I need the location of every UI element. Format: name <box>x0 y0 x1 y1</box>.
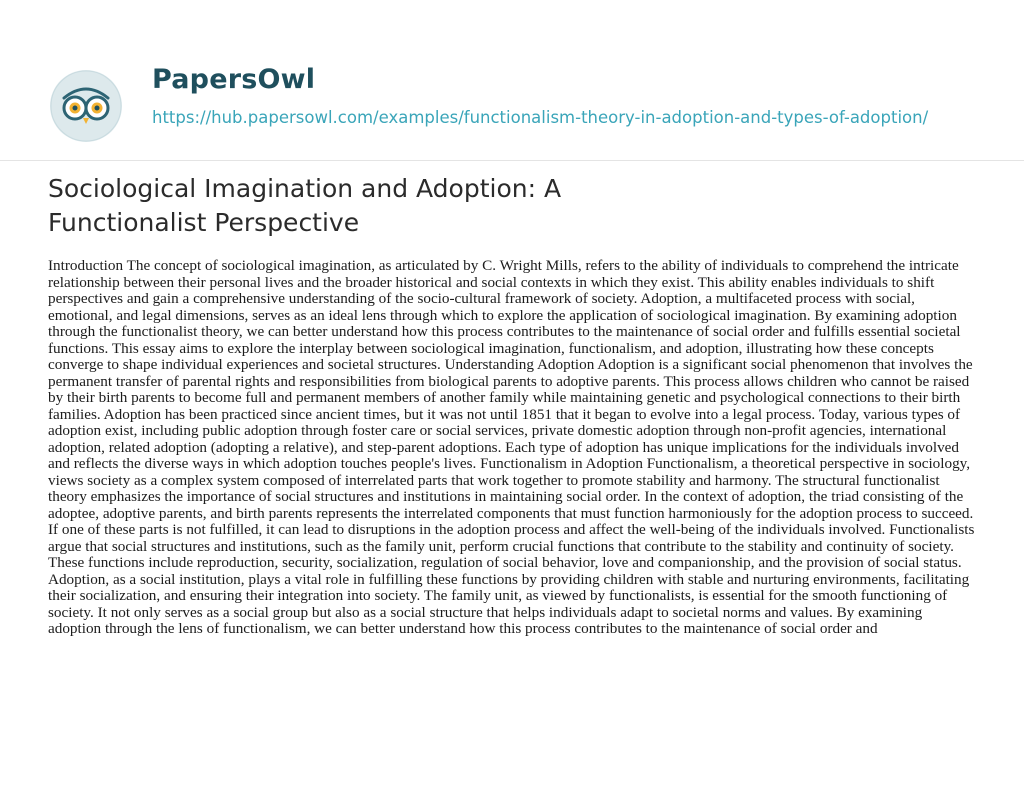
owl-logo-icon <box>48 68 124 144</box>
site-header <box>48 58 988 138</box>
header-divider <box>0 160 1024 161</box>
document-body: Introduction The concept of sociological imagination, as articulated by C. Wright Mills, refers to the ability of individuals to comprehend the intricate relationship between their personal lives and the broader historical and social contexts in which they exist. This ability enables individuals to shift perspectives and gain a comprehensive understanding of the socio-cultural framework of society. Adoption, a multifaceted process with social, emotional, and legal dimensions, serves as an ideal lens through which to explore the application of sociological imagination. By examining adoption through the functionalist theory, we can better understand how this process contributes to the maintenance of social order and fulfills essential societal functions. This essay aims to explore the interplay between sociological imagination, functionalism, and adoption, illustrating how these concepts converge to shape individual experiences and societal structures. Understanding Adoption Adoption is a significant social phenomenon that involves the permanent transfer of parental rights and responsibilities from biological parents to adoptive parents. This process allows children who cannot be raised by their birth parents to become full and permanent members of another family while maintaining genetic and psychological connections to their birth families. Adoption has been practiced since ancient times, but it was not until 1851 that it began to evolve into a legal process. Today, various types of adoption exist, including public adoption through foster care or social services, private domestic adoption through non-profit agencies, international adoption, related adoption (adopting a relative), and step-parent adoptions. Each type of adoption has unique implications for the individuals involved and reflects the diverse ways in which adoption touches people's lives. Functionalism in Adoption Functionalism, a theoretical perspective in sociology, views society as a complex system composed of interrelated parts that work together to promote stability and harmony. The structural functionalist theory emphasizes the importance of social structures and institutions in maintaining social order. In the context of adoption, the triad consisting of the adoptee, adoptive parents, and birth parents represents the interrelated components that must function harmoniously for the adoption process to succeed. If one of these parts is not fulfilled, it can lead to disruptions in the adoption process and affect the well-being of the individuals involved. Functionalists argue that social structures and institutions, such as the family unit, perform crucial functions that contribute to the stability and continuity of society. These functions include reproduction, security, socialization, regulation of social behavior, love and companionship, and the provision of social status. Adoption, as a social institution, plays a vital role in fulfilling these functions by providing children with stable and nurturing environments, facilitating their socialization, and ensuring their integration into society. The family unit, as viewed by functionalists, is essential for the smooth functioning of society. It not only serves as a social group but also as a social structure that helps individuals adapt to societal norms and values. By examining adoption through the lens of functionalism, we can better understand how this process contributes to the maintenance of social order and <box>48 257 975 637</box>
source-url-link[interactable]: https://hub.papersowl.com/examples/functionalism-theory-in-adoption-and-types-of-adoption/ <box>152 108 929 127</box>
document-title: Sociological Imagination and Adoption: A Functionalist Perspective <box>48 174 562 237</box>
brand-name[interactable]: PapersOwl <box>152 64 316 95</box>
